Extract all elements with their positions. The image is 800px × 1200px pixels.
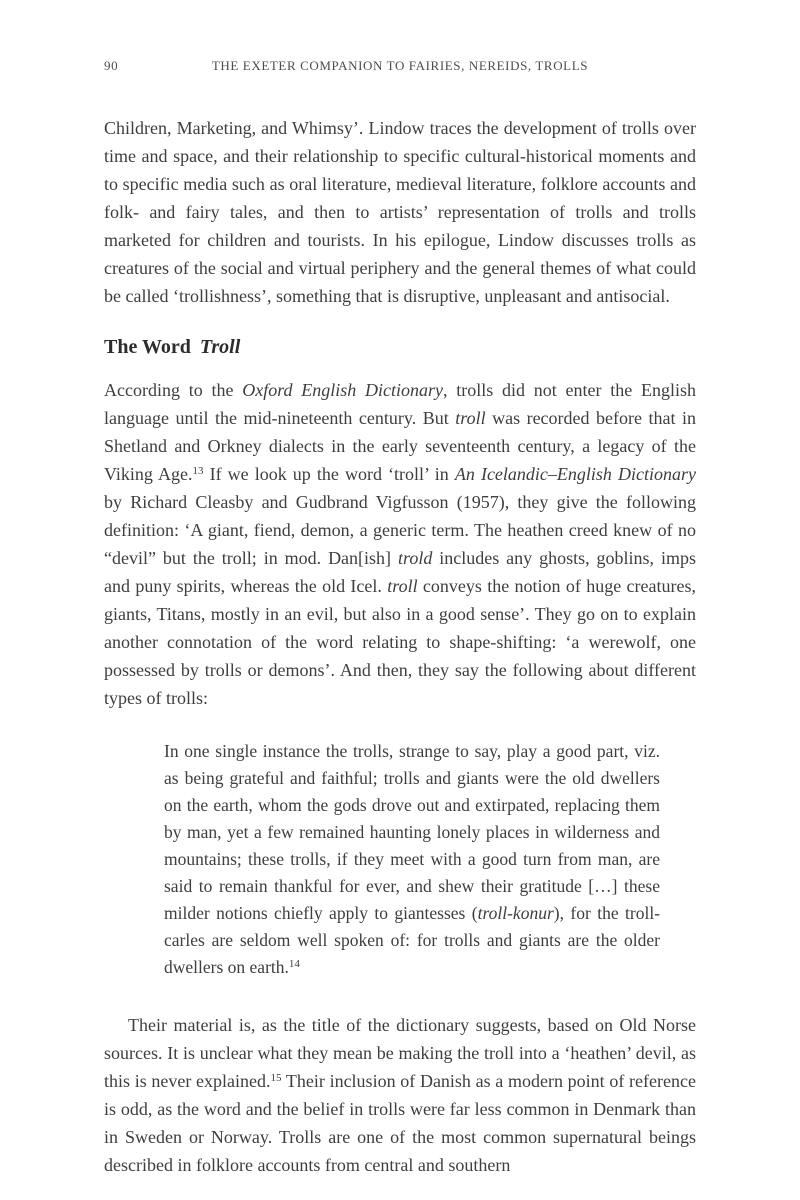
paragraph-source-analysis [104, 1011, 696, 1179]
text-segment: Their inclusion of Danish as a modern point of reference is odd, as the word and the belief in trolls were far less common in Denmark than in Sweden or Norway. Trolls are one of the most common supernatural beings described in folklore accounts from central and southern [104, 1071, 696, 1175]
paragraph-lindow-summary [104, 114, 696, 310]
page-body [104, 114, 696, 1179]
text-segment: by Richard Cleasby and Gudbrand Vigfusson (1957), they give the following definition: ‘A giant, fiend, demon, a generic term. The heathen creed knew of no “devil” but the troll; in mod. Dan[ish] [104, 492, 696, 568]
text-segment: If we look up the word ‘troll’ in [203, 464, 455, 484]
text-segment: troll [455, 408, 486, 428]
text-segment: According to the [104, 380, 243, 400]
section-heading-the-word-troll [104, 334, 696, 360]
text-segment: trold [397, 548, 433, 568]
text-segment: Oxford English Dictionary [242, 380, 444, 400]
footnote-reference: 15 [270, 1071, 282, 1084]
text-segment: In one single instance the trolls, strange to say, play a good part, viz. as being grateful and faithful; trolls and giants were the old dwellers on the earth, whom the gods drove out and extirpated, replacing them by man, yet a few remained haunting lonely places in wilderness and mountains; these trolls, if they meet with a good turn from man, are said to remain thankful for ever, and shew their gratitude […] these milder notions chiefly apply to giantesses ( [164, 741, 660, 923]
text-segment: includes any ghosts, goblins, imps and puny spirits, whereas the old Icel. [104, 548, 696, 596]
text-segment: , trolls did not enter the English language until the mid-nineteenth century. But [104, 380, 696, 428]
paragraph-dictionary-definition [104, 376, 696, 712]
page-header [104, 58, 696, 74]
text-segment: was recorded before that in Shetland and Orkney dialects in the early seventeenth century, a legacy of the Viking Age. [104, 408, 696, 484]
text-segment: conveys the notion of huge creatures, giants, Titans, mostly in an evil, but also in a good sense’. They go on to explain another connotation of the word relating to shape-shifting: ‘a werewolf, one possessed by trolls or demons’. And then, they say the following about different types of trolls: [104, 576, 696, 708]
running-title: THE EXETER COMPANION TO FAIRIES, NEREIDS, TROLLS [211, 58, 589, 73]
footnote-reference: 13 [192, 464, 204, 477]
blockquote-dictionary-excerpt [164, 738, 660, 981]
text-segment: Troll [199, 336, 241, 358]
text-segment: troll-konur [477, 903, 554, 923]
text-segment: troll [387, 576, 418, 596]
text-segment: ), for the troll-carles are seldom well spoken of: for trolls and giants are the older dwellers on earth. [164, 903, 661, 977]
text-segment: The Word [104, 336, 196, 358]
text-segment: Their material is, as the title of the dictionary suggests, based on Old Norse sources. It is unclear what they mean be making the troll into a ‘heathen’ devil, as this is never explained. [104, 1015, 696, 1091]
page-number: 90 [104, 58, 119, 73]
footnote-reference: 14 [288, 957, 300, 970]
text-segment: Children, Marketing, and Whimsy’. Lindow traces the development of trolls over time and space, and their relationship to specific cultural-historical moments and to specific media such as oral literature, medieval literature, folklore accounts and folk- and fairy tales, and then to artists’ representation of trolls and trolls marketed for children and tourists. In his epilogue, Lindow discusses trolls as creatures of the social and virtual periphery and the general themes of what could be called ‘trollishness’, something that is disruptive, unpleasant and antisocial. [104, 118, 696, 306]
text-segment: An Icelandic–English Dictionary [454, 464, 696, 484]
